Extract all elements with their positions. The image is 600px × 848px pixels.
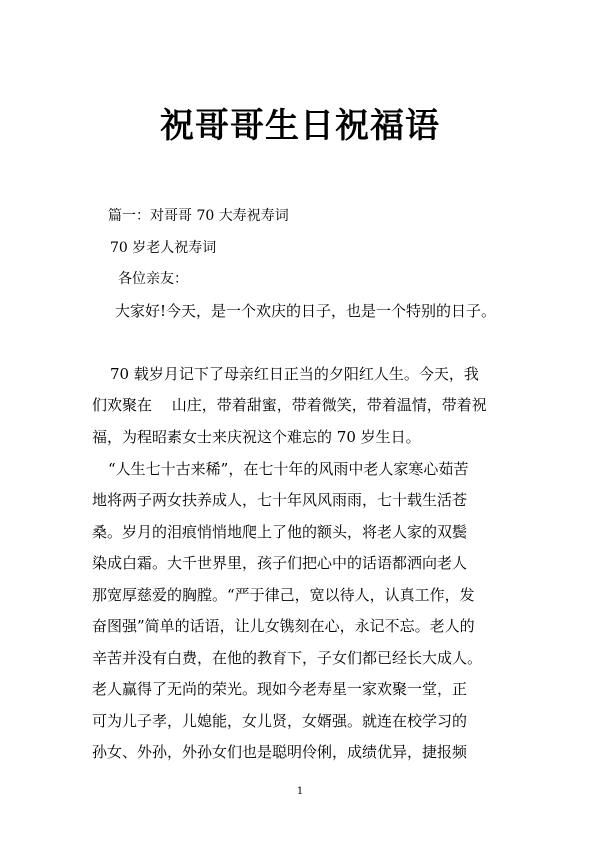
page-number: 1 bbox=[296, 786, 304, 797]
paragraph-line: 辛苦并没有白费，在他的教育下，子女们都已经长大成人。 bbox=[92, 649, 483, 667]
page-title: 祝哥哥生日祝福语 bbox=[160, 106, 440, 146]
paragraph-line: 70 载岁月记下了母亲红日正当的夕阳红人生。今天，我 bbox=[110, 365, 479, 383]
subheading: 70 岁老人祝寿词 bbox=[110, 240, 217, 256]
greeting-line: 大家好!今天，是一个欢庆的日子，也是一个特别的日子。 bbox=[115, 302, 497, 320]
paragraph-line: 可为儿子孝，儿媳能，女儿贤，女婿强。就连在校学习的 bbox=[92, 712, 468, 730]
paragraph-line: 老人赢得了无尚的荣光。现如今老寿星一家欢聚一堂，正 bbox=[92, 680, 468, 698]
paragraph-line: “人生七十古来稀”，在七十年的风雨中老人家寒心茹苦 bbox=[108, 460, 469, 478]
paragraph-line: 奋图强”简单的话语，让儿女镌刻在心，永记不忘。老人的 bbox=[92, 617, 475, 635]
paragraph-line: 染成白霜。大千世界里，孩子们把心中的话语都洒向老人 bbox=[92, 554, 468, 572]
paragraph-line: 们欢聚在 山庄，带着甜蜜，带着微笑，带着温情，带着祝 bbox=[92, 396, 487, 414]
salutation: 各位亲友： bbox=[118, 271, 188, 287]
paragraph-line: 福，为程昭素女士来庆祝这个难忘的 70 岁生日。 bbox=[92, 428, 421, 446]
paragraph-line: 桑。岁月的泪痕悄悄地爬上了他的额头，将老人家的双鬓 bbox=[92, 523, 468, 541]
paragraph-line: 孙女、外孙，外孙女们也是聪明伶俐，成绩优异，捷报频 bbox=[92, 743, 468, 761]
section-heading: 篇一：对哥哥 70 大寿祝寿词 bbox=[108, 208, 289, 224]
paragraph-line: 地将两子两女扶养成人，七十年风风雨雨，七十载生活苍 bbox=[92, 491, 468, 509]
paragraph-line: 那宽厚慈爱的胸膛。“严于律己，宽以待人，认真工作，发 bbox=[92, 586, 475, 604]
